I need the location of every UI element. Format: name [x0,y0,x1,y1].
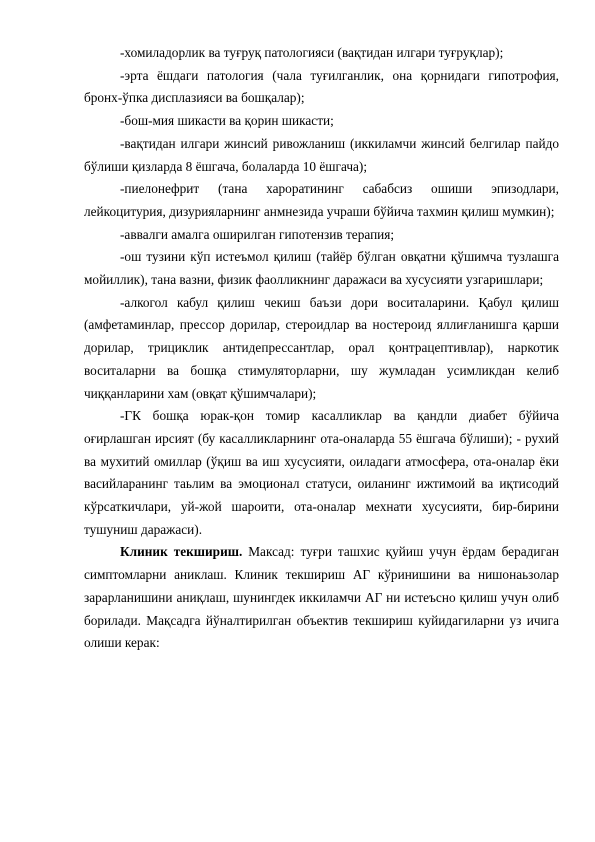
risk-factor-early-age-pathology: -эрта ёшдаги патология (чала туғилганлик, она қорнидаги гипотрофия, бронх-ўпка дисплазияси ва бошқалар); [84,67,559,106]
risk-factor-pyelonephritis: -пиелонефрит (тана хароратининг сабабсиз ошиши эпизодлари, лейкоцитурия, дизурияларнинг анмнезида учраши бўйича тахмин қилиш мумкин); [84,181,559,219]
clinical-exam-paragraph [84,541,559,655]
risk-factor-early-puberty: -вақтидан илгари жинсий ривожланиш (иккиламчи жинсий белгилар пайдо бўлиши қизларда 8 ёшгача, болаларда 10 ёшгача); [84,135,559,174]
risk-factor-salt-intake: -ош тузини кўп истеъмол қилиш (тайёр бўлган овқатни қўшимча тузлашга мойиллик), тана вазни, физик фаолликнинг даражаси ва хусусияти узгаришлари; [84,249,559,288]
clinical-exam-heading: Клиник текшириш. [120,544,243,560]
risk-factor-pregnancy: -хомиладорлик ва туғруқ патологияси (вақтидан илгари туғруқлар); [120,45,504,60]
risk-factor-prior-therapy: -аввалги амалга оширилган гипотензив терапия; [120,226,395,242]
document-body [84,42,559,655]
risk-factor-substances: -алкогол кабул қилиш чекиш баъзи дори воситаларини. Қабул қилиш (амфетаминлар, прессор дорилар, стероидлар ва ностероид яллиғланишга қарши дорилар, трициклик антидепрессантлар, орал қонтрацептивлар), наркотик воситаларни ва бошқа стимуляторларни, шу жумладан усимликдан келиб чиққанларини хам (овқат қўшимчалари); [84,294,559,401]
risk-factor-heredity: -ГК бошқа юрак-қон томир касалликлар ва қандли диабет бўйича оғирлашган ирсият (бу касалликларнинг ота-оналарда 55 ёшгача бўлиши); - рухий ва мухитий омиллар (ўқиш ва иш хусусияти, оиладаги атмосфера, ота-оналар ёки васийларанинг таьлим ва эмоционал статуси, оиланинг ижтимоий ва иқтисодий кўрсаткичлари, уй-жой шароити, ота-оналар мехнати хусусияти, бир-бирини тушуниш даражаси). [84,408,559,537]
clinical-exam-text: Максад: туғри ташхис қуйиш учун ёрдам берадиган симптомларни аниклаш. Клиник текшириш АГ кўринишини ва нишонаьзолар зарарланишини аниқлаш, шунингдек иккиламчи АГ ни истеъсно қилиш учун олиб борилади. Мақсадга йўналтирилган объектив текшириш куйидагиларни уз ичига олиши керак: [84,544,559,651]
risk-factor-trauma: -бош-мия шикасти ва қорин шикасти; [120,113,334,129]
